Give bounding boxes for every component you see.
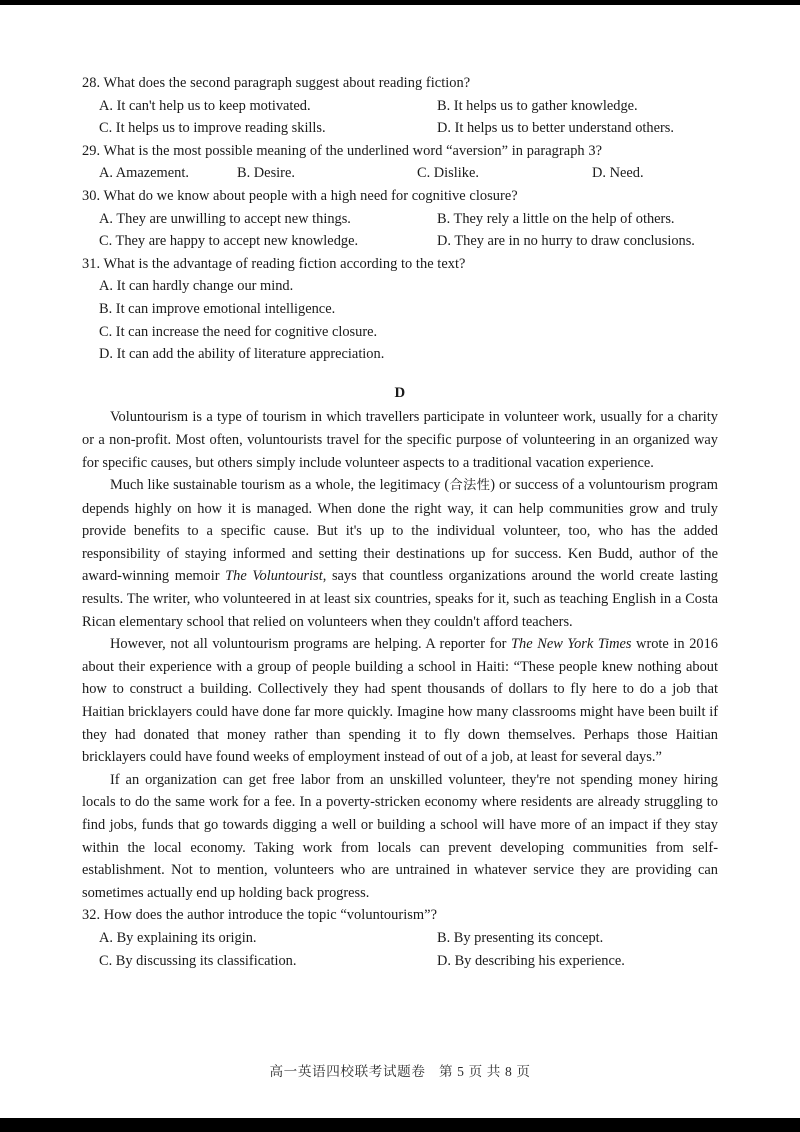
paragraph-text: However, not all voluntourism programs are helping. A reporter for [110,636,512,653]
option-row [82,230,718,253]
option-30-a[interactable]: A. They are unwilling to accept new things. [99,210,351,227]
option-32-d[interactable]: D. By describing his experience. [437,952,625,969]
option-32-c[interactable]: C. By discussing its classification. [99,952,297,969]
option-29-d[interactable]: D. Need. [592,165,644,182]
passage-paragraph-2 [82,474,718,633]
option-row [82,950,718,973]
passage-paragraph-3 [82,633,718,769]
option-row [82,927,718,950]
question-29-stem: 29. What is the most possible meaning of the underlined word “aversion” in paragraph 3? [82,142,603,159]
footer-exam-title: 高一英语四校联考试题卷 [269,1064,426,1080]
passage-paragraph-1 [82,406,718,474]
option-29-c[interactable]: C. Dislike. [417,165,479,182]
question-32-stem: 32. How does the author introduce the topic “voluntourism”? [82,907,438,924]
scan-artifact-bottom-band [0,1118,800,1132]
option-31-c[interactable]: C. It can increase the need for cognitive closure. [99,323,378,340]
paragraph-text: ) or success of a voluntourism program depends highly on how it is managed. When done the right way, it can help communities grow and truly provide benefits to a specific cause. But it's up to the individual volunteer, too, who has the added responsibility of staying informed and setting their destinations up for success. Ken Budd, author of the award-winning memoir [82,477,718,585]
page-footer [0,1060,800,1080]
option-row [82,95,718,118]
option-29-b[interactable]: B. Desire. [237,165,295,182]
passage-paragraph-4 [82,769,718,905]
publication-title-new-york-times: The New York Times [511,636,632,653]
book-title-the-voluntourist: The Voluntourist [225,568,323,585]
option-28-d[interactable]: D. It helps us to better understand others. [437,120,674,137]
paragraph-text: , says that countless organizations around the world create lasting results. The writer, who volunteered in at least six countries, speaks for it, such as teaching English in a Costa Rican elementary school that relied on volunteers when they couldn't afford teachers. [82,568,718,630]
option-32-a[interactable]: A. By explaining its origin. [99,929,257,946]
question-31-stem: 31. What is the advantage of reading fiction according to the text? [82,255,466,272]
option-31-b[interactable]: B. It can improve emotional intelligence. [99,300,336,317]
chinese-gloss-legitimacy: 合法性 [449,478,491,494]
paragraph-text: If an organization can get free labor from an unskilled volunteer, they're not spending money hiring locals to do the same work for a fee. In a poverty-stricken economy where residents are already struggling to find jobs, funds that go towards digging a well or building a school will have more of an impact if they stay within the local economy. Taking work from locals can prevent developing communities from self-establishment. Not to mention, volunteers who are untrained in whatever service they are providing can sometimes actually end up holding back progress. [82,771,718,901]
question-28-options [82,95,718,140]
page-content [82,72,718,972]
option-30-d[interactable]: D. They are in no hurry to draw conclusions. [437,233,695,250]
option-30-c[interactable]: C. They are happy to accept new knowledge. [99,233,359,250]
option-32-b[interactable]: B. By presenting its concept. [437,929,604,946]
question-32-options [82,927,718,972]
question-30-stem: 30. What do we know about people with a high need for cognitive closure? [82,187,518,204]
option-31-a[interactable]: A. It can hardly change our mind. [99,278,294,295]
passage-label-d: D [394,384,406,401]
paragraph-text: wrote in 2016 about their experience with a group of people building a school in Haiti: “These people knew nothing about how to construct a building. Collectively they had spent thousands of dollars to fly here to do a job that Haitian bricklayers could have done far more quickly. Imagine how many classrooms might have been built if they had donated that money rather than spending it to fly down themselves. Perhaps those Haitian bricklayers could have found weeks of employment instead of out of a job, at least for several days.” [82,636,718,766]
option-28-a[interactable]: A. It can't help us to keep motivated. [99,97,311,114]
footer-page-marker: 第 5 页 共 8 页 [438,1064,531,1079]
question-30-options [82,208,718,253]
question-28-stem: 28. What does the second paragraph suggest about reading fiction? [82,75,471,91]
option-row [82,117,718,140]
option-31-d[interactable]: D. It can add the ability of literature appreciation. [99,346,385,363]
question-31-options [82,275,718,365]
paragraph-text: Much like sustainable tourism as a whole, the legitimacy ( [110,477,450,494]
question-29-options [82,162,718,185]
option-row [82,208,718,231]
option-29-a[interactable]: A. Amazement. [99,165,189,182]
option-30-b[interactable]: B. They rely a little on the help of others. [437,210,675,227]
option-28-b[interactable]: B. It helps us to gather knowledge. [437,97,638,114]
paragraph-text: Voluntourism is a type of tourism in which travellers participate in volunteer work, usually for a charity or a non-profit. Most often, voluntourists travel for the specific purpose of volunteering in an organized way for specific causes, but others simply include volunteer aspects to a traditional vacation experience. [82,409,718,471]
option-28-c[interactable]: C. It helps us to improve reading skills. [99,120,326,137]
